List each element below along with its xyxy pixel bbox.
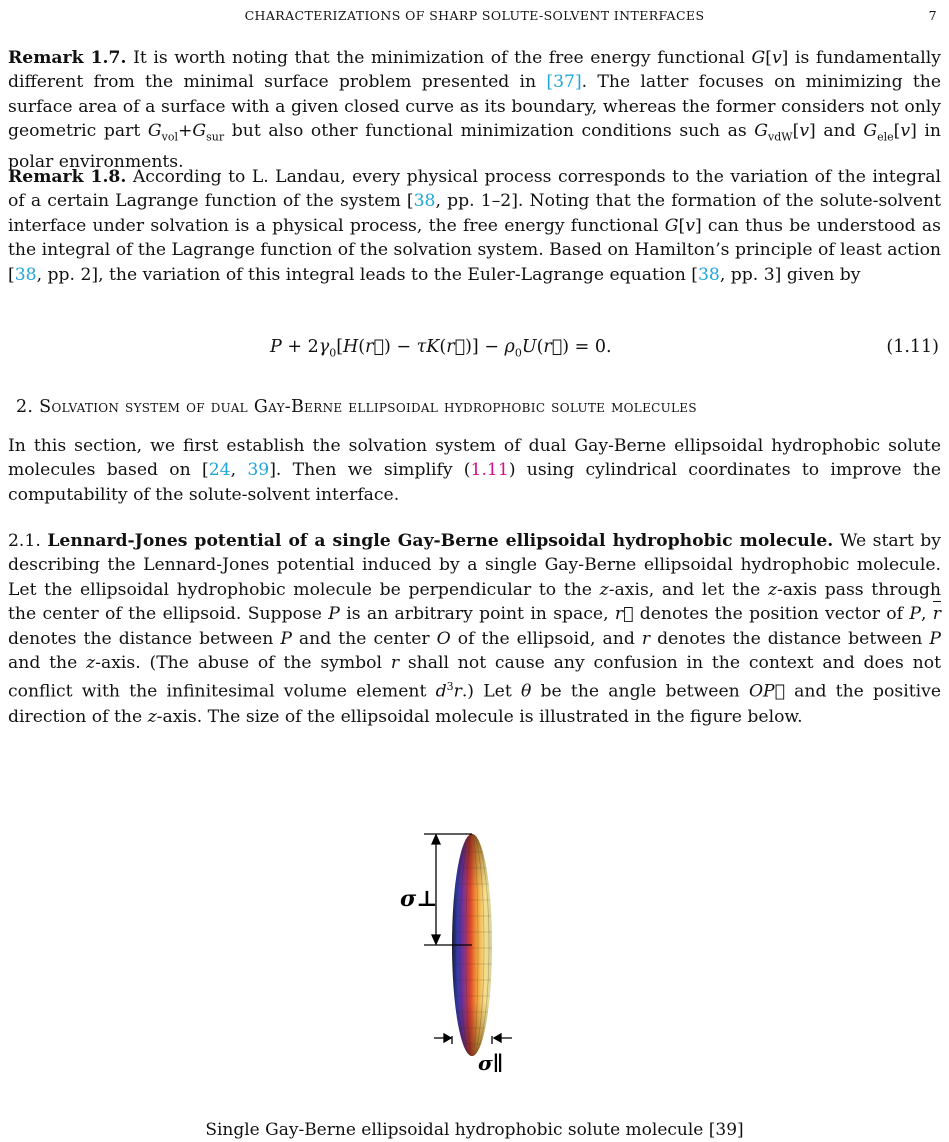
subsection-text: denotes the distance between bbox=[8, 628, 281, 649]
citation-link[interactable]: 38 bbox=[14, 264, 37, 285]
subsection-text: of the ellipsoid, and bbox=[450, 628, 642, 649]
remark-1-7: Remark 1.7. It is worth noting that the minimization of the free energy functional G[v] is fundamentally different from the minimal surface problem presented in [37]. The latter focuses on minimizing the surface area of a surface with a given closed curve as its boundary, whereas the former considers not only geometric part $G_{vol}+G_{sur}$ but also other functional minimization conditions such as $G_{vdW}[v]$ and $G_{ele}[v]$ in polar environments. bbox=[8, 48, 942, 173]
citation-link[interactable]: 24 bbox=[208, 460, 231, 481]
section-2-text: ]. Then we simplify ( bbox=[269, 460, 471, 481]
remark-1-7-text: and bbox=[815, 121, 864, 142]
section-2-text: , bbox=[230, 460, 248, 481]
remark-1-8-text: , pp. 3] given by bbox=[719, 264, 861, 285]
subsection-text: be the angle between bbox=[531, 682, 749, 703]
citation-link[interactable]: 39 bbox=[247, 460, 270, 481]
section-2-heading bbox=[16, 397, 697, 417]
citation-link[interactable]: 38 bbox=[413, 191, 436, 212]
subsection-text: and the positive direction of the bbox=[8, 682, 941, 727]
page-number: 7 bbox=[928, 8, 937, 23]
remark-1-8-text: , pp. 2], the variation of this integral leads to the Euler-Lagrange equation [ bbox=[36, 264, 698, 285]
citation-link[interactable]: 38 bbox=[698, 264, 720, 285]
section-2-text: In this section, we first establish the solvation system of dual Gay-Berne ellipsoidal hydrophobic solute molecules based on [ bbox=[8, 436, 941, 481]
ellipsoid-figure bbox=[394, 832, 554, 1078]
subsection-2-1: 2.1. Lennard-Jones potential of a single Gay-Berne ellipsoidal hydrophobic molecule. We start by describing the Lennard-Jones potential induced by a single Gay-Berne ellipsoidal hydrophobic molecule. Let the ellipsoidal hydrophobic molecule be perpendicular to the z-axis, and let the z-axis pass through the center of the ellipsoid. Suppose P is an arbitrary point in space, r⃗ denotes the position vector of P, r denotes the distance between P and the center O of the ellipsoid, and r denotes the distance between P and the z-axis. (The abuse of the symbol r shall not cause any confusion in the context and does not conflict with the infinitesimal volume element $d^3r$.) Let θ be the angle between OP⃗ and the positive direction of the z-axis. The size of the ellipsoidal molecule is illustrated in the figure below. bbox=[8, 531, 941, 727]
equation-reference-link[interactable]: 1.11 bbox=[470, 460, 509, 481]
remark-1-8-text: , pp. 1–2]. Noting that the formation of the solute-solvent interface under solvation is a physical process, the free energy functional bbox=[8, 191, 941, 236]
section-title: Solvation system of dual Gay-Berne ellipsoidal hydrophobic solute molecules bbox=[39, 397, 697, 417]
ellipsoid-illustration bbox=[394, 832, 554, 1078]
sigma-par-label: σ∥ bbox=[478, 1051, 504, 1075]
subsection-text: -axis pass through the center of the ellipsoid. Suppose bbox=[8, 579, 941, 625]
subsection-text: and the bbox=[8, 653, 87, 674]
subsection-text: -axis, and let the bbox=[608, 579, 768, 600]
subsection-title: Lennard-Jones potential of a single Gay-Berne ellipsoidal hydrophobic molecule. bbox=[47, 531, 834, 551]
section-number: 2. bbox=[16, 397, 40, 417]
sigma-perp-label: σ⊥ bbox=[400, 886, 438, 912]
subsection-text: , bbox=[920, 604, 933, 625]
remark-1-8: Remark 1.8. According to L. Landau, every physical process corresponds to the variation of the integral of a certain Lagrange function of the system [38, pp. 1–2]. Noting that the formation of the solute-solvent interface under solvation is a physical process, the free energy functional G[v] can thus be understood as the integral of the Lagrange function of the solvation system. Based on Hamilton’s principle of least action [38, pp. 2], the variation of this integral leads to the Euler-Lagrange equation [38, pp. 3] given by bbox=[8, 167, 941, 285]
subsection-text: -axis. (The abuse of the symbol bbox=[95, 653, 391, 674]
remark-1-8-text: According to L. Landau, every physical process corresponds to the variation of the integral of a certain Lagrange function of the system [ bbox=[8, 167, 941, 212]
section-2-text: ) using cylindrical coordinates to improve the computability of the solute-solvent interface. bbox=[8, 460, 942, 505]
euler-lagrange-equation: $P + 2\gamma_0[H(r⃗)$ − τK(r⃗)] − $\rho_0U(r⃗) = 0$. bbox=[270, 337, 612, 360]
section-2-intro bbox=[8, 434, 941, 507]
subsection-text: denotes the position vector of bbox=[633, 604, 910, 625]
subsection-text: shall not cause any confusion in the context and does not conflict with the infinitesimal volume element bbox=[8, 653, 941, 703]
figure-caption: Single Gay-Berne ellipsoidal hydrophobic solute molecule [39] bbox=[205, 1120, 744, 1140]
subsection-text: and the center bbox=[291, 628, 437, 649]
subsection-text: denotes the distance between bbox=[650, 628, 930, 649]
subsection-text: .) Let bbox=[461, 682, 521, 703]
remark-1-7-text: is fundamentally different from the minimal surface problem presented in bbox=[8, 48, 942, 93]
remark-1-7-text: . The latter focuses on minimizing the surface area of a surface with a given closed curve as its boundary, whereas the former considers not only geometric part bbox=[8, 72, 941, 142]
subsection-number: 2.1. bbox=[8, 531, 48, 551]
remark-1-7-text: but also other functional minimization conditions such as bbox=[224, 121, 755, 142]
subsection-text: -axis. The size of the ellipsoidal molecule is illustrated in the figure below. bbox=[156, 706, 803, 727]
citation-link[interactable]: [37] bbox=[546, 72, 582, 93]
subsection-text: is an arbitrary point in space, bbox=[339, 604, 615, 625]
subsection-text: We start by describing the Lennard-Jones potential induced by a single Gay-Berne ellipsoidal hydrophobic molecule. Let the ellipsoidal hydrophobic molecule be perpendicular to the bbox=[8, 531, 941, 600]
remark-1-8-label: Remark 1.8. bbox=[8, 167, 127, 187]
remark-1-7-label: Remark 1.7. bbox=[8, 48, 127, 68]
remark-1-7-text: It is worth noting that the minimization of the free energy functional bbox=[126, 48, 752, 68]
remark-1-7-text: in polar environments. bbox=[8, 121, 942, 173]
equation-number: (1.11) bbox=[886, 337, 939, 357]
remark-1-8-text: can thus be understood as the integral of the Lagrange function of the solvation system. Based on Hamilton’s principle of least action [ bbox=[8, 215, 941, 285]
running-header bbox=[8, 8, 941, 23]
running-title: CHARACTERIZATIONS OF SHARP SOLUTE-SOLVENT INTERFACES bbox=[244, 8, 705, 23]
